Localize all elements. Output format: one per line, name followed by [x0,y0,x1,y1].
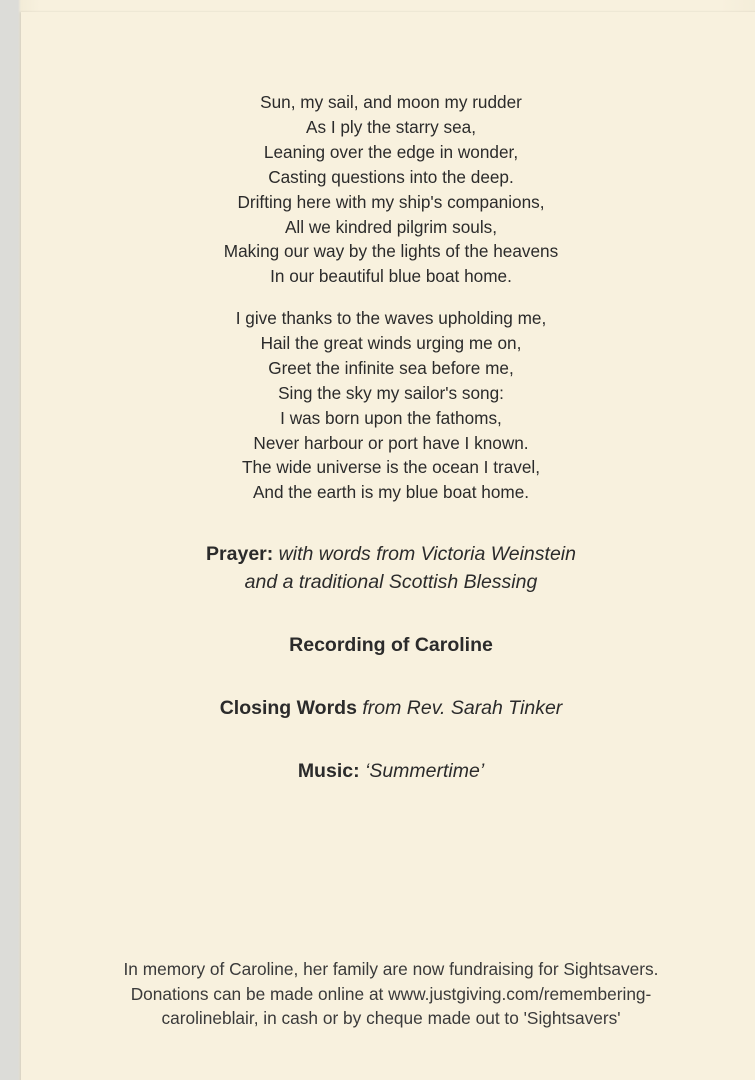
verse-line: Never harbour or port have I known. [253,432,529,453]
verse-line: And the earth is my blue boat home. [252,482,530,503]
verse-line: I was born upon the fathoms, [280,407,502,428]
footer-line: Donations can be made online at www.justgiving.com/remembering- [130,983,652,1004]
verse-line: In our beautiful blue boat home. [270,266,512,287]
verse-line: Leaning over the edge in wonder, [263,141,519,162]
footer-line: carolineblair, in cash or by cheque made out to 'Sightsavers' [161,1008,621,1028]
music-label: Music: [297,760,360,782]
closing-words-heading [21,695,755,721]
closing-words-source: from Rev. Sarah Tinker [356,697,563,719]
verse-line: Sun, my sail, and moon my rudder [260,92,522,112]
verse-line: Hail the great winds urging me on, [260,332,522,353]
verse-line: I give thanks to the waves upholding me, [235,308,547,328]
closing-words-label: Closing Words [219,697,357,719]
verse-line: Making our way by the lights of the heavens [223,241,559,262]
prayer-source-line-2: and a traditional Scottish Blessing [244,571,538,593]
verse-line: Greet the infinite sea before me, [268,357,514,378]
verse-line: Casting questions into the deep. [268,166,514,187]
hymn-verse-1 [21,90,755,289]
memorial-donation-note [21,957,755,1031]
recording-heading: Recording of Caroline [289,634,493,656]
hymn-verse-2 [21,306,755,505]
verse-line: As I ply the starry sea, [305,116,477,137]
prayer-heading [21,541,755,567]
verse-line: Drifting here with my ship's companions, [237,191,545,212]
verse-line: The wide universe is the ocean I travel, [241,457,541,478]
verse-line: All we kindred pilgrim souls, [284,216,498,237]
order-of-service-page [21,12,755,1080]
prayer-label: Prayer: [206,543,274,565]
music-title: ‘Summertime’ [359,760,485,782]
music-heading [21,758,755,784]
prayer-source-line-1: with words from Victoria Weinstein [273,543,576,565]
footer-line: In memory of Caroline, her family are now fundraising for Sightsavers. [123,959,659,979]
verse-line: Sing the sky my sailor's song: [278,382,504,403]
